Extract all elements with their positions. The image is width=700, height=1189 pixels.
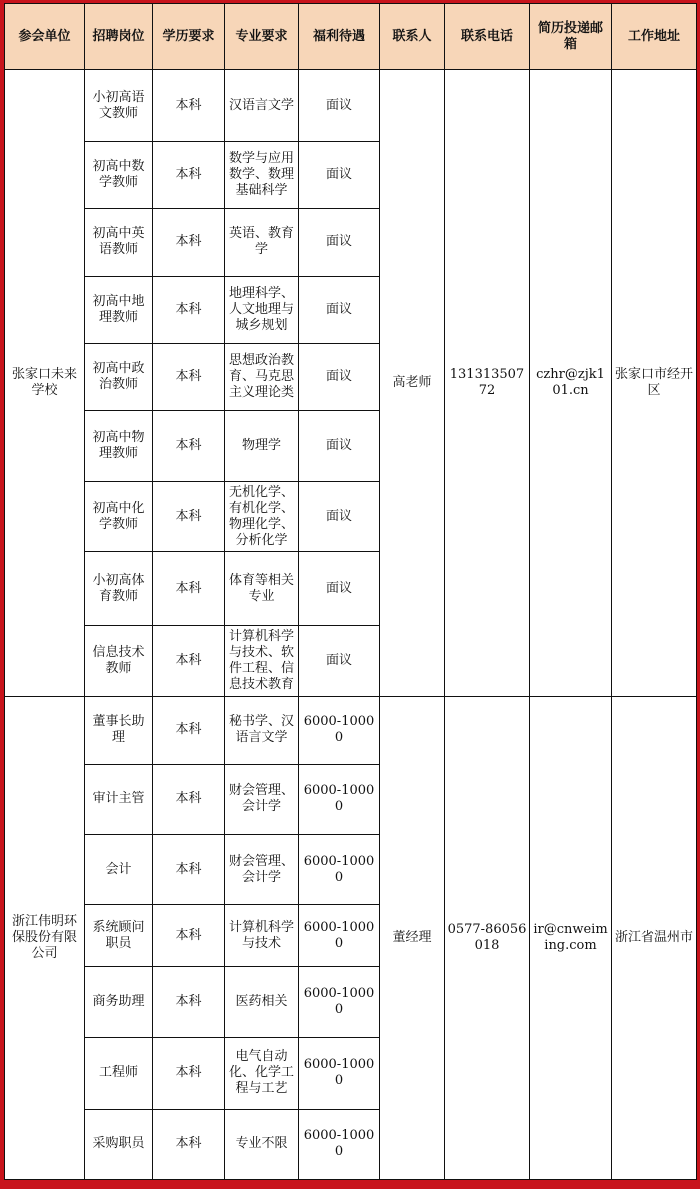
table-row <box>5 696 697 764</box>
recruitment-table <box>4 3 697 1180</box>
contact-person: 董经理 <box>380 696 445 1179</box>
benefit: 面议 <box>299 70 380 142</box>
benefit: 面议 <box>299 410 380 481</box>
position-title: 审计主管 <box>85 764 153 834</box>
company-name: 浙江伟明环保股份有限公司 <box>5 696 85 1179</box>
major: 医药相关 <box>225 967 299 1037</box>
major: 财会管理、会计学 <box>225 834 299 904</box>
position-title: 系统顾问职员 <box>85 905 153 967</box>
position-title: 初高中英语教师 <box>85 209 153 276</box>
benefit: 面议 <box>299 482 380 552</box>
major: 地理科学、人文地理与城乡规划 <box>225 276 299 343</box>
education: 本科 <box>153 482 225 552</box>
education: 本科 <box>153 142 225 209</box>
position-title: 初高中化学教师 <box>85 482 153 552</box>
company-name: 张家口未来学校 <box>5 70 85 697</box>
header-email: 简历投递邮箱 <box>530 4 612 70</box>
benefit: 面议 <box>299 209 380 276</box>
major: 物理学 <box>225 410 299 481</box>
education: 本科 <box>153 410 225 481</box>
education: 本科 <box>153 967 225 1037</box>
education: 本科 <box>153 834 225 904</box>
major: 体育等相关专业 <box>225 552 299 626</box>
education: 本科 <box>153 905 225 967</box>
major: 计算机科学与技术、软件工程、信息技术教育 <box>225 626 299 696</box>
position-title: 初高中地理教师 <box>85 276 153 343</box>
position-title: 初高中数学教师 <box>85 142 153 209</box>
benefit: 面议 <box>299 626 380 696</box>
header-company: 参会单位 <box>5 4 85 70</box>
education: 本科 <box>153 276 225 343</box>
education: 本科 <box>153 764 225 834</box>
education: 本科 <box>153 1109 225 1179</box>
work-address: 浙江省温州市 <box>612 696 697 1179</box>
major: 电气自动化、化学工程与工艺 <box>225 1037 299 1109</box>
position-title: 小初高体育教师 <box>85 552 153 626</box>
benefit: 面议 <box>299 276 380 343</box>
position-title: 初高中物理教师 <box>85 410 153 481</box>
table-row <box>5 70 697 142</box>
position-title: 采购职员 <box>85 1109 153 1179</box>
benefit: 面议 <box>299 142 380 209</box>
major: 无机化学、有机化学、物理化学、分析化学 <box>225 482 299 552</box>
header-contact: 联系人 <box>380 4 445 70</box>
education: 本科 <box>153 696 225 764</box>
major: 财会管理、会计学 <box>225 764 299 834</box>
contact-phone: 13131350772 <box>445 70 530 697</box>
education: 本科 <box>153 209 225 276</box>
table-frame <box>4 3 696 1180</box>
benefit: 6000-10000 <box>299 967 380 1037</box>
benefit: 6000-10000 <box>299 905 380 967</box>
major: 专业不限 <box>225 1109 299 1179</box>
major: 秘书学、汉语言文学 <box>225 696 299 764</box>
position-title: 工程师 <box>85 1037 153 1109</box>
bottom-frame-strip <box>0 1180 700 1189</box>
header-address: 工作地址 <box>612 4 697 70</box>
benefit: 6000-10000 <box>299 1037 380 1109</box>
position-title: 信息技术教师 <box>85 626 153 696</box>
header-position: 招聘岗位 <box>85 4 153 70</box>
major: 计算机科学与技术 <box>225 905 299 967</box>
header-major: 专业要求 <box>225 4 299 70</box>
contact-person: 高老师 <box>380 70 445 697</box>
education: 本科 <box>153 1037 225 1109</box>
header-education: 学历要求 <box>153 4 225 70</box>
major: 数学与应用数学、数理基础科学 <box>225 142 299 209</box>
position-title: 初高中政治教师 <box>85 343 153 410</box>
work-address: 张家口市经开区 <box>612 70 697 697</box>
benefit: 6000-10000 <box>299 834 380 904</box>
major: 汉语言文学 <box>225 70 299 142</box>
contact-email[interactable]: czhr@zjk101.cn <box>530 70 612 697</box>
education: 本科 <box>153 552 225 626</box>
position-title: 小初高语文教师 <box>85 70 153 142</box>
benefit: 面议 <box>299 343 380 410</box>
education: 本科 <box>153 70 225 142</box>
benefit: 6000-10000 <box>299 764 380 834</box>
contact-phone: 0577-86056018 <box>445 696 530 1179</box>
major: 英语、教育学 <box>225 209 299 276</box>
benefit: 6000-10000 <box>299 1109 380 1179</box>
header-row <box>5 4 697 70</box>
position-title: 会计 <box>85 834 153 904</box>
header-phone: 联系电话 <box>445 4 530 70</box>
benefit: 6000-10000 <box>299 696 380 764</box>
contact-email[interactable]: ir@cnweiming.com <box>530 696 612 1179</box>
major: 思想政治教育、马克思主义理论类 <box>225 343 299 410</box>
position-title: 董事长助理 <box>85 696 153 764</box>
position-title: 商务助理 <box>85 967 153 1037</box>
education: 本科 <box>153 626 225 696</box>
education: 本科 <box>153 343 225 410</box>
benefit: 面议 <box>299 552 380 626</box>
header-benefit: 福利待遇 <box>299 4 380 70</box>
